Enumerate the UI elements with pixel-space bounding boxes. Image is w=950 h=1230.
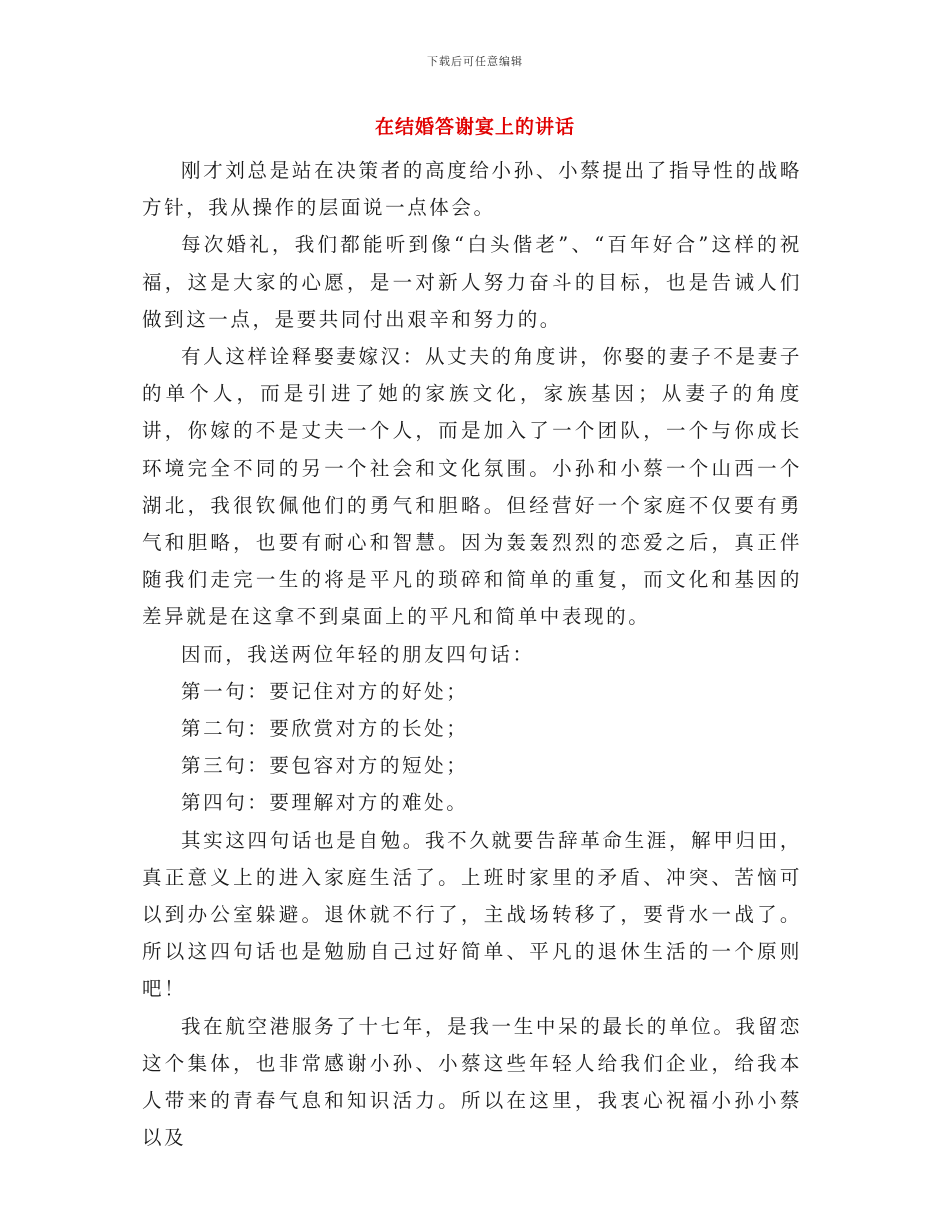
list-item-2: 第二句：要欣赏对方的长处；: [181, 717, 469, 741]
paragraph-4: 因而，我送两位年轻的朋友四句话：: [181, 642, 535, 666]
document-body: [142, 152, 802, 1156]
paragraph-6: 我在航空港服务了十七年，是我一生中呆的最长的单位。我留恋这个集体，也非常感谢小孙、小蔡这些年轻人给我们企业，给我本人带来的青春气息和知识活力。所以在这里，我衷心祝福小孙小蔡以及: [142, 1014, 802, 1150]
list-item-3: 第三句：要包容对方的短处；: [181, 754, 469, 778]
paragraph-5: 其实这四句话也是自勉。我不久就要告辞革命生涯，解甲归田，真正意义上的进入家庭生活了。上班时家里的矛盾、冲突、苦恼可以到办公室躲避。退休就不行了，主战场转移了，要背水一战了。所以这四句话也是勉励自己过好简单、平凡的退休生活的一个原则吧！: [142, 828, 802, 1001]
list-item-4: 第四句：要理解对方的难处。: [181, 791, 469, 815]
header-note: 下载后可任意编辑: [427, 55, 523, 68]
paragraph-2: 每次婚礼，我们都能听到像“白头偕老”、“百年好合”这样的祝福，这是大家的心愿，是一对新人努力奋斗的目标，也是告诫人们做到这一点，是要共同付出艰辛和努力的。: [142, 233, 802, 331]
paragraph-1: 刚才刘总是站在决策者的高度给小孙、小蔡提出了指导性的战略方针，我从操作的层面说一点体会。: [142, 159, 802, 220]
paragraph-3: 有人这样诠释娶妻嫁汉：从丈夫的角度讲，你娶的妻子不是妻子的单个人，而是引进了她的家族文化，家族基因；从妻子的角度讲，你嫁的不是丈夫一个人，而是加入了一个团队，一个与你成长环境完全不同的另一个社会和文化氛围。小孙和小蔡一个山西一个湖北，我很钦佩他们的勇气和胆略。但经营好一个家庭不仅要有勇气和胆略，也要有耐心和智慧。因为轰轰烈烈的恋爱之后，真正伴随我们走完一生的将是平凡的琐碎和简单的重复，而文化和基因的差异就是在这拿不到桌面上的平凡和简单中表现的。: [142, 345, 802, 629]
list-item-1: 第一句：要记住对方的好处；: [181, 679, 469, 703]
document-title: 在结婚答谢宴上的讲话: [374, 116, 575, 138]
